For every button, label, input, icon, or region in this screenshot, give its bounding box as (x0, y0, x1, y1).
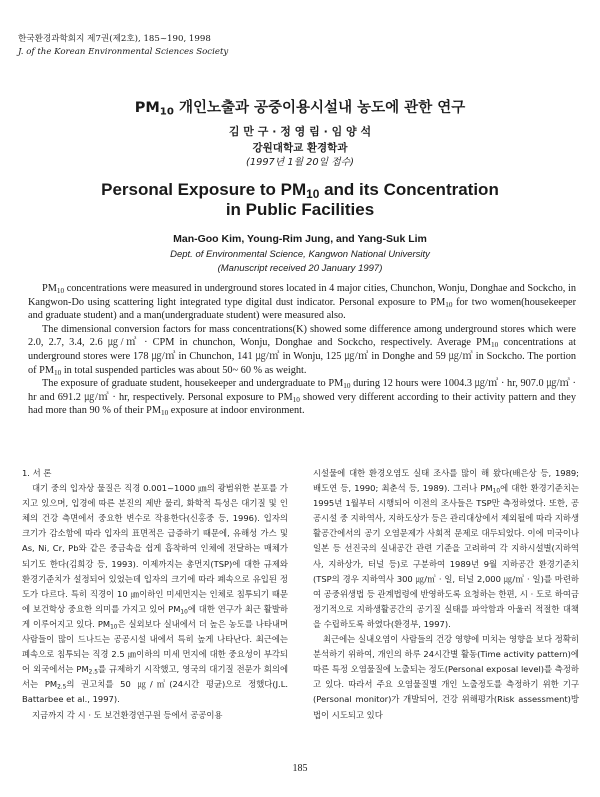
page-number: 185 (292, 763, 308, 774)
body-columns (22, 466, 578, 756)
journal-header-en: J. of the Korean Environmental Sciences Society (18, 47, 229, 57)
abstract (28, 282, 576, 418)
authors-english: Man-Goo Kim, Young-Rim Jung, and Yang-Suk Lim (173, 233, 427, 245)
affiliation-korean: 강원대학교 환경학과 (252, 142, 348, 154)
affiliation-english: Dept. of Environmental Science, Kangwon National University (170, 249, 430, 260)
abstract-paragraph-2: The dimensional conversion factors for mass concentrations(K) showed some difference among underground stores which were 2.0, 2.7, 3.4, 2.6 ㎍/㎥ · CPM in chunchon, Wonju, Donghae and Sockcho, respectively. Average $PM_{10}$ concentrations at underground stores were 178 ㎍/㎥ in Chunchon, 141 ㎍/㎥ in Wonju, 125 ㎍/㎥ in Donghe and 59 ㎍/㎥ in Sockcho. The portion of $PM_{10}$ in total suspended particles was about 50~ 60 % as weight. (28, 323, 576, 377)
body-column-right (313, 466, 579, 723)
body-left-paragraph-2: 지금까지 각 시 · 도 보건환경연구원 등에서 공공이용 (32, 709, 223, 720)
received-date-korean: (1997년 1월 20일 접수) (246, 157, 354, 168)
section-heading-introduction: 1. 서 론 (22, 468, 52, 478)
title-korean: $PM_{10}$ 개인노출과 공중이용시설내 농도에 관한 연구 (134, 100, 466, 118)
abstract-paragraph-3: The exposure of graduate student, housekeeper and undergraduate to $PM_{10}$ during 12 hours were 1004.3 ㎍/㎥ · hr, 907.0 ㎍/㎥ · hr and 691.2 ㎍/㎥ · hr, respectively. Personal exposure to $PM_{10}$ showed very different according to their activity pattern and they had more than 90 % of their $PM_{10}$ exposure at indoor environment. (28, 378, 577, 418)
journal-header (18, 33, 228, 59)
body-column-left (22, 466, 288, 723)
abstract-paragraph-1: $PM_{10}$ concentrations were measured in underground stores located in 4 major cities, Chunchon, Wonju, Donghae and Sockcho, in Kangwon-Do using scattering light integrated type digital dust indicator. Personal exposure to $PM_{10}$ for two women(housekeeper and graduate student) and a man(undergraduate student) were measured also. (28, 283, 577, 322)
authors-korean: 김 만 구 · 정 영 림 · 임 양 석 (228, 125, 372, 138)
title-english (0, 180, 600, 220)
body-left-paragraph-1: 대기 중의 입자상 물질은 직경 0.001~1000 ㎛의 광범위한 분포를 가지고 있으며, 입경에 따른 분진의 제반 물리, 화학적 특성은 대기질 및 인체의 건강 측면에서 중요한 변수로 작용한다(신홍중 등, 1996). 입자의 크기가 감소함에 따라 입자의 표면적은 급증하기 때문에, 유해성 가스 및 As, Ni, Cr, Pb와 같은 중금속을 쉽게 흡착하여 인체에 전달하는 매체가 되기도 한다(김희강 등, 1993). 이제까지는 총먼지(TSP)에 대한 규제와 환경기준치가 설정되어 있었는데 입자의 크기에 따라 폐속으로 유입된 정도가 다르다. 특히 직경이 10 ㎛이하인 미세먼지는 인체로 침투되기 때문에 보건학상 중요한 의미를 가지고 있어 $PM_{10}$에 대한 연구가 최근 활발하게 이루어지고 있다. $PM_{10}$은 실외보다 실내에서 더 높은 농도를 나타내며 사람들이 많이 드나드는 공공시설 내에서 특히 높게 나타난다. 최근에는 폐속으로 침투되는 직경 2.5 ㎛이하의 미세 먼지에 대한 중요성이 부각되어 외국에서는 $PM_{2.5}$를 규제하기 시작했고, 영국의 대기질 전문가 회의에서는 $PM_{2.5}$의 권고치를 50 ㎍/㎥(24시간 평균)으로 정했다(J.L. Battarbee et al., 1997). (22, 483, 289, 705)
body-right-paragraph-2: 최근에는 실내오염이 사람들의 건강 영향에 미치는 영향을 보다 정확히 분석하기 위하여, 개인의 하루 24시간별 활동(Time activity pattern)에 따른 특정 오염물질에 노출되는 정도(Personal exposal level)를 측정하고 있다. 따라서 주요 오염물질별 개인 노출정도를 측정하기 위한 기구(Personal monitor)가 개발되어, 건강 위해평가(Risk assessment)방법이 시도되고 있다 (313, 634, 579, 720)
received-date-english: (Manuscript received 20 January 1997) (217, 263, 383, 274)
title-english-line2: in Public Facilities (225, 200, 375, 219)
body-right-paragraph-1: 시설물에 대한 환경오염도 실태 조사를 많이 해 왔다(배은상 등, 1989; 배도연 등, 1990; 최춘석 등, 1989). 그러나 $PM_{10}$에 대한 환경기준치는 1995년 1월부터 시행되어 이전의 조사들은 TSP만 측정하였다. 또한, 공공시설 중 지하역사, 지하도상가 등은 관리대상에서 제외될에 따라 지하생활공간에서의 공기 오염문제가 사회적 문제로 대두되었다. 이에 미국이나 일본 등 선진국의 실내공간 관련 기준을 고려하여 각 지하시설별(지하역사, 지하상가, 터널 등)로 구분하여 1989년 9월 지하공간 환경기준치(TSP의 경우 지하역사 300 ㎍/㎥ · 일, 터널 2,000 ㎍/㎥ · 일)를 마련하여 공중위생법 등 관계법령에 반영하도록 요청하는 한편, 시 · 도로 하여금 정기적으로 지하생활공간의 공기질 실태를 파악함과 아울러 적절한 대책을 수립하도록 하였다(환경부, 1997). (313, 468, 579, 629)
title-english-line1: Personal Exposure to $PM_{10}$ and its Concentration (101, 180, 499, 201)
journal-header-kr: 한국환경과학회지 제7권(제2호), 185~190, 1998 (18, 34, 211, 44)
